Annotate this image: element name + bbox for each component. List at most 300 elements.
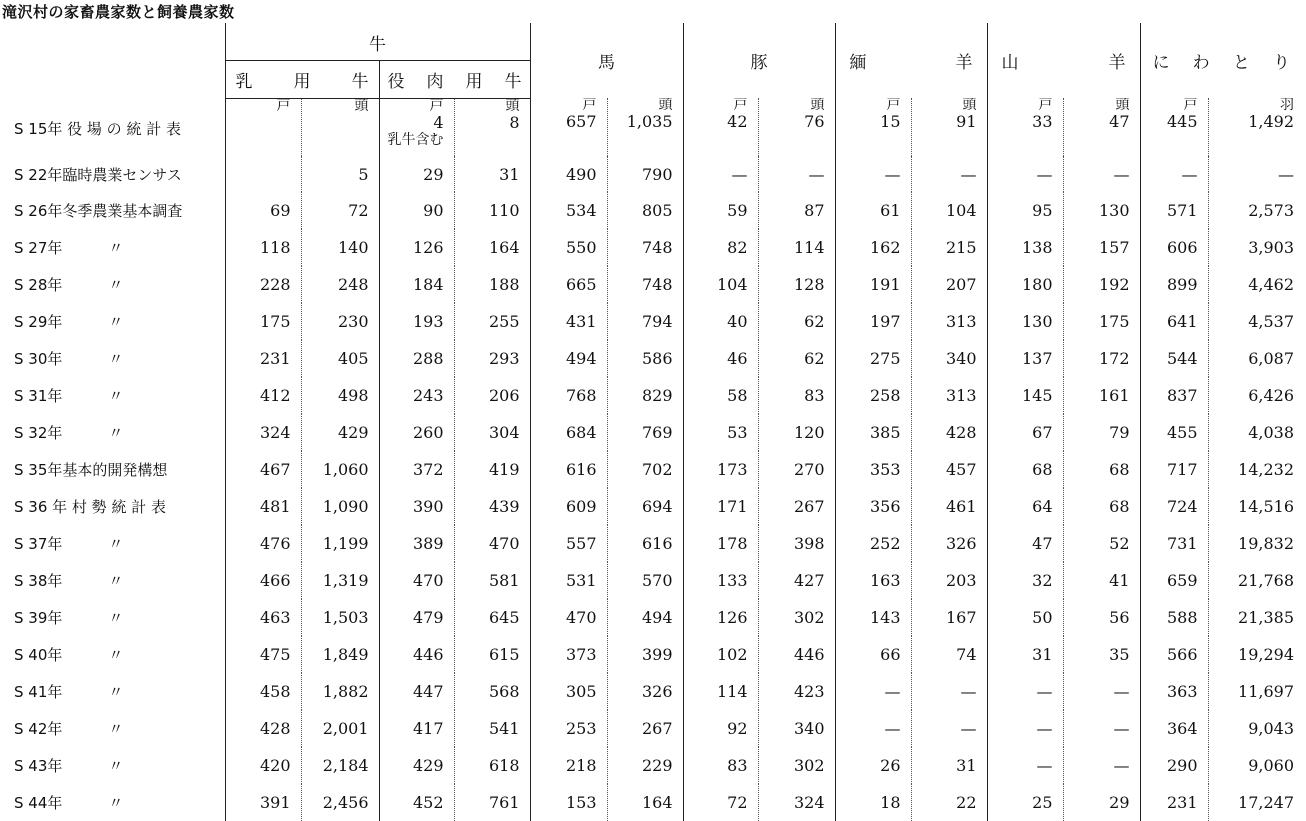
cell-value: 207: [945, 275, 977, 294]
cell-value: 64: [1032, 497, 1053, 516]
table-cell: [225, 784, 301, 821]
table-cell: [379, 303, 454, 340]
cell-value: 8: [509, 112, 520, 132]
table-cell: [758, 562, 835, 599]
cell-value: 82: [727, 238, 748, 257]
table-cell: [987, 673, 1063, 710]
table-cell: [530, 562, 607, 599]
cell-value: 304: [488, 423, 520, 442]
table-cell: [1063, 98, 1140, 156]
table-cell: [911, 377, 987, 414]
table-cell: [758, 488, 835, 525]
cell-value: 114: [716, 682, 748, 701]
cell-value: 61: [880, 201, 901, 220]
table-cell: [835, 192, 911, 229]
ditto-mark: 〃: [108, 535, 124, 553]
cell-value: 191: [869, 275, 901, 294]
cell-value: 47: [1032, 534, 1053, 553]
cell-value: 420: [259, 756, 291, 775]
table-cell: [301, 525, 379, 562]
cell-value: 72: [727, 793, 748, 812]
cell-value: —: [808, 164, 825, 184]
table-cell: [758, 784, 835, 821]
table-cell: [225, 98, 301, 156]
cell-value: 326: [641, 682, 673, 701]
unit-label: 頭: [810, 98, 825, 113]
table-cell: [379, 156, 454, 192]
table-row: [0, 340, 1304, 377]
table-cell: [758, 192, 835, 229]
unit-label: 戸: [429, 98, 444, 114]
cell-value: 104: [945, 201, 977, 220]
cell-value: 452: [412, 793, 444, 812]
table-cell: [683, 636, 758, 673]
table-cell: [607, 525, 683, 562]
row-label-text: S 38年: [14, 572, 63, 590]
table-cell: [379, 525, 454, 562]
cell-value: 102: [716, 645, 748, 664]
cell-value: 126: [716, 608, 748, 627]
table-cell: [530, 98, 607, 156]
table-cell: [683, 192, 758, 229]
cell-value: 47: [1109, 112, 1130, 131]
chicken-header-char: に: [1152, 53, 1170, 73]
livestock-table-frame: [0, 23, 1303, 810]
table-cell: [530, 599, 607, 636]
table-cell: [987, 303, 1063, 340]
row-label: [0, 98, 225, 156]
ditto-mark: 〃: [108, 609, 124, 627]
cell-value: 457: [945, 460, 977, 479]
cell-value: 252: [869, 534, 901, 553]
table-cell: [1063, 599, 1140, 636]
table-cell: [758, 303, 835, 340]
table-row: [0, 229, 1304, 266]
cell-value: 83: [727, 756, 748, 775]
table-cell: [911, 192, 987, 229]
cell-value: 618: [488, 756, 520, 775]
cell-value: 68: [1109, 497, 1130, 516]
ditto-mark: 〃: [108, 683, 124, 701]
cell-value: 324: [259, 423, 291, 442]
cell-value: 92: [727, 719, 748, 738]
table-cell: [607, 414, 683, 451]
cell-value: —: [1036, 756, 1053, 775]
ditto-mark: 〃: [108, 276, 124, 294]
cell-value: 164: [488, 238, 520, 257]
table-cell: [301, 303, 379, 340]
table-cell: [379, 414, 454, 451]
table-cell: [301, 599, 379, 636]
cell-value: 305: [565, 682, 597, 701]
table-cell: [1208, 673, 1304, 710]
table-cell: [301, 192, 379, 229]
cell-value: 9,043: [1248, 719, 1294, 738]
table-cell: [1208, 599, 1304, 636]
cell-value: 1,849: [322, 645, 369, 664]
row-label-text: S 31年: [14, 387, 63, 405]
cell-value: 428: [945, 423, 977, 442]
table-cell: [607, 303, 683, 340]
table-cell: [530, 636, 607, 673]
cell-value: 447: [412, 682, 444, 701]
table-cell: [987, 156, 1063, 192]
table-cell: [530, 451, 607, 488]
table-cell: [987, 562, 1063, 599]
cell-value: 588: [1166, 608, 1198, 627]
cell-value: 431: [565, 312, 597, 331]
cell-value: 133: [716, 571, 748, 590]
table-cell: [835, 710, 911, 747]
row-label: [0, 192, 225, 229]
beef-cow-header: [379, 60, 530, 98]
table-cell: [607, 710, 683, 747]
cell-value: 248: [337, 275, 369, 294]
cell-value: 140: [337, 238, 369, 257]
table-cell: [1140, 673, 1208, 710]
cell-value: 769: [641, 423, 673, 442]
table-cell: [454, 451, 530, 488]
table-cell: [987, 414, 1063, 451]
table-cell: [379, 488, 454, 525]
chicken-header-char: わ: [1192, 53, 1210, 73]
cell-value: 1,199: [322, 534, 369, 553]
row-label-text: S 35年基本的開発構想: [14, 461, 168, 479]
table-cell: [1063, 784, 1140, 821]
table-cell: [454, 488, 530, 525]
table-cell: [835, 340, 911, 377]
table-cell: [683, 451, 758, 488]
row-label-text: S 32年: [14, 424, 63, 442]
table-cell: [911, 303, 987, 340]
table-cell: [301, 636, 379, 673]
cell-value: 29: [423, 164, 444, 184]
row-label: [0, 784, 225, 821]
cell-value: 4: [433, 112, 444, 132]
table-cell: [225, 636, 301, 673]
cell-note: 乳牛含む: [387, 131, 444, 148]
table-cell: [379, 710, 454, 747]
row-label-text: S 15年 役 場 の 統 計 表: [14, 119, 181, 138]
cell-value: 427: [793, 571, 825, 590]
table-row: [0, 599, 1304, 636]
cell-value: 570: [641, 571, 673, 590]
table-cell: [1208, 414, 1304, 451]
table-cell: [911, 266, 987, 303]
ditto-mark: 〃: [108, 387, 124, 405]
table-cell: [454, 747, 530, 784]
cell-value: 230: [337, 312, 369, 331]
table-cell: [530, 747, 607, 784]
table-cell: [301, 156, 379, 192]
cell-value: 91: [956, 112, 977, 131]
table-cell: [683, 488, 758, 525]
cell-value: 419: [488, 460, 520, 479]
cell-value: 90: [423, 201, 444, 220]
cell-value: 69: [270, 201, 291, 220]
cell-value: 14,516: [1238, 497, 1294, 516]
table-cell: [835, 98, 911, 156]
sheep-header-char: 緬: [849, 53, 867, 73]
table-cell: [379, 192, 454, 229]
cell-value: 385: [869, 423, 901, 442]
table-cell: [225, 599, 301, 636]
row-label-text: S 39年: [14, 609, 63, 627]
table-cell: [835, 784, 911, 821]
table-cell: [530, 340, 607, 377]
table-cell: [1208, 377, 1304, 414]
cell-value: 571: [1166, 201, 1198, 220]
table-cell: [987, 525, 1063, 562]
table-cell: [758, 229, 835, 266]
table-cell: [1208, 303, 1304, 340]
table-cell: [758, 377, 835, 414]
table-cell: [225, 488, 301, 525]
table-cell: [1208, 340, 1304, 377]
cell-value: 162: [869, 238, 901, 257]
cell-value: 2,573: [1248, 201, 1294, 220]
cell-value: 15: [880, 112, 901, 131]
unit-label: 戸: [1183, 98, 1198, 113]
table-cell: [683, 414, 758, 451]
cell-value: —: [1036, 719, 1053, 738]
unit-label: 羽: [1280, 98, 1294, 113]
table-cell: [225, 414, 301, 451]
table-row: [0, 156, 1304, 192]
table-cell: [911, 229, 987, 266]
cell-value: 481: [259, 497, 291, 516]
cell-value: 231: [1166, 793, 1198, 812]
table-cell: [454, 673, 530, 710]
cell-value: —: [1181, 164, 1198, 184]
cell-value: 66: [880, 645, 901, 664]
cell-value: 62: [804, 349, 825, 368]
cell-value: 837: [1166, 386, 1198, 405]
cell-value: 53: [727, 423, 748, 442]
table-cell: [530, 488, 607, 525]
table-cell: [530, 673, 607, 710]
beef-header-char: 肉: [426, 71, 444, 92]
ditto-mark: 〃: [108, 239, 124, 257]
unit-label: 戸: [886, 98, 901, 113]
cell-value: 586: [641, 349, 673, 368]
cell-value: 1,090: [322, 497, 369, 516]
table-cell: [835, 303, 911, 340]
table-cell: [1208, 525, 1304, 562]
cell-value: 490: [565, 164, 597, 184]
cell-value: 458: [259, 682, 291, 701]
cell-value: 461: [945, 497, 977, 516]
table-cell: [225, 229, 301, 266]
cell-value: 203: [945, 571, 977, 590]
table-cell: [454, 784, 530, 821]
cell-value: 76: [804, 112, 825, 131]
row-label-text: S 29年: [14, 313, 63, 331]
cell-value: 302: [793, 756, 825, 775]
cell-value: 288: [412, 349, 444, 368]
cell-value: 1,035: [626, 112, 673, 131]
table-cell: [1140, 562, 1208, 599]
table-cell: [607, 562, 683, 599]
dairy-header-char: 乳: [235, 71, 253, 92]
cell-value: 439: [488, 497, 520, 516]
table-cell: [987, 599, 1063, 636]
ditto-mark: 〃: [108, 646, 124, 664]
cell-value: 26: [880, 756, 901, 775]
cell-value: —: [884, 682, 901, 701]
table-cell: [683, 156, 758, 192]
cell-value: 163: [869, 571, 901, 590]
table-cell: [683, 784, 758, 821]
cell-value: —: [1278, 164, 1294, 184]
table-cell: [911, 636, 987, 673]
row-label-text: S 41年: [14, 683, 63, 701]
cell-value: 389: [412, 534, 444, 553]
table-cell: [835, 562, 911, 599]
table-cell: [758, 710, 835, 747]
cell-value: 215: [945, 238, 977, 257]
table-cell: [758, 266, 835, 303]
table-cell: [1208, 784, 1304, 821]
cell-value: 58: [727, 386, 748, 405]
cell-value: 470: [412, 571, 444, 590]
table-cell: [835, 525, 911, 562]
cell-value: 356: [869, 497, 901, 516]
table-cell: [683, 229, 758, 266]
table-cell: [1063, 747, 1140, 784]
cell-value: 35: [1109, 645, 1130, 664]
table-cell: [758, 156, 835, 192]
cell-value: —: [960, 682, 977, 701]
cell-value: 463: [259, 608, 291, 627]
cell-value: 83: [804, 386, 825, 405]
table-cell: [530, 156, 607, 192]
table-cell: [301, 451, 379, 488]
cell-value: 193: [412, 312, 444, 331]
unit-label: 頭: [354, 98, 369, 114]
cell-value: 267: [793, 497, 825, 516]
table-cell: [683, 673, 758, 710]
cell-value: 126: [412, 238, 444, 257]
cell-value: 353: [869, 460, 901, 479]
table-cell: [454, 340, 530, 377]
table-cell: [225, 747, 301, 784]
cell-value: 62: [804, 312, 825, 331]
cell-value: 2,456: [322, 793, 369, 812]
unit-label: 頭: [962, 98, 977, 113]
table-cell: [987, 377, 1063, 414]
cell-value: 128: [793, 275, 825, 294]
row-label-text: S 43年: [14, 757, 63, 775]
cell-value: 164: [641, 793, 673, 812]
cell-value: —: [1113, 719, 1130, 738]
table-row: [0, 636, 1304, 673]
cell-value: 173: [716, 460, 748, 479]
cell-value: 3,903: [1248, 238, 1294, 257]
table-cell: [1063, 229, 1140, 266]
cell-value: 157: [1098, 238, 1130, 257]
table-cell: [835, 414, 911, 451]
cell-value: 476: [259, 534, 291, 553]
table-cell: [1208, 562, 1304, 599]
cell-value: 17,247: [1238, 793, 1294, 812]
row-label: [0, 414, 225, 451]
cell-value: 188: [488, 275, 520, 294]
cell-value: 178: [716, 534, 748, 553]
cell-value: 19,294: [1238, 645, 1294, 664]
row-label-text: S 37年: [14, 535, 63, 553]
cell-value: 172: [1098, 349, 1130, 368]
cell-value: 243: [412, 386, 444, 405]
table-cell: [379, 747, 454, 784]
table-cell: [1140, 192, 1208, 229]
cell-value: 161: [1098, 386, 1130, 405]
cell-value: 143: [869, 608, 901, 627]
table-cell: [835, 488, 911, 525]
table-cell: [1063, 525, 1140, 562]
cell-value: 372: [412, 460, 444, 479]
cell-value: 794: [641, 312, 673, 331]
table-row: [0, 562, 1304, 599]
table-cell: [911, 525, 987, 562]
table-cell: [911, 784, 987, 821]
cell-value: 731: [1166, 534, 1198, 553]
beef-header-char: 役: [387, 71, 405, 92]
row-label: [0, 340, 225, 377]
table-cell: [911, 673, 987, 710]
table-cell: [1208, 229, 1304, 266]
table-cell: [758, 451, 835, 488]
cell-value: 494: [641, 608, 673, 627]
table-cell: [1140, 599, 1208, 636]
ditto-mark: 〃: [108, 572, 124, 590]
cell-value: 340: [793, 719, 825, 738]
unit-label: 戸: [276, 98, 291, 114]
table-cell: [683, 303, 758, 340]
page-title: 滝沢村の家畜農家数と飼養農家数: [2, 3, 235, 21]
table-cell: [607, 599, 683, 636]
table-row: [0, 525, 1304, 562]
unit-label: 戸: [582, 98, 597, 113]
cell-value: 470: [488, 534, 520, 553]
row-label-text: S 26年冬季農業基本調査: [14, 202, 183, 220]
table-cell: [379, 451, 454, 488]
cell-value: 1,319: [322, 571, 369, 590]
row-label: [0, 451, 225, 488]
cell-value: 684: [565, 423, 597, 442]
cell-value: 467: [259, 460, 291, 479]
cell-value: —: [1113, 756, 1130, 775]
cell-value: 534: [565, 201, 597, 220]
table-cell: [683, 377, 758, 414]
cell-value: 566: [1166, 645, 1198, 664]
table-row: [0, 451, 1304, 488]
table-cell: [607, 636, 683, 673]
cell-value: 11,697: [1238, 682, 1294, 701]
table-cell: [911, 340, 987, 377]
cell-value: 373: [565, 645, 597, 664]
table-row: [0, 266, 1304, 303]
cell-value: 702: [641, 460, 673, 479]
cell-value: 829: [641, 386, 673, 405]
cell-value: 761: [488, 793, 520, 812]
table-cell: [1140, 229, 1208, 266]
cell-value: 581: [488, 571, 520, 590]
cell-value: 68: [1109, 460, 1130, 479]
row-label: [0, 525, 225, 562]
cell-value: 52: [1109, 534, 1130, 553]
cell-value: 645: [488, 608, 520, 627]
